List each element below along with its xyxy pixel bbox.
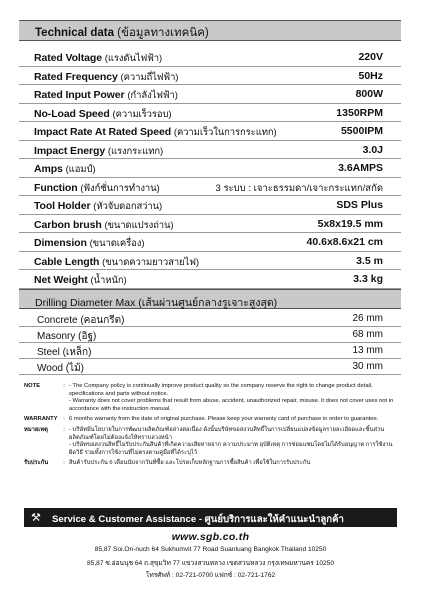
spec-label xyxy=(34,181,160,196)
drill-row xyxy=(19,359,401,375)
spec-label-en: Rated Frequency xyxy=(34,70,118,83)
note-colon: : xyxy=(63,426,65,433)
drilling-diameter-title-th: (เส้นผ่านศูนย์กลางรูเจาะสูงสุด) xyxy=(138,297,278,309)
spec-label-en: Rated Input Power xyxy=(34,89,125,101)
spec-label xyxy=(34,125,277,140)
address-th: 85,87 ซ.อ่อนนุช 64 ถ.สุขุมวิท 77 แขวงสวนหลวง เขตสวนหลวง กรุงเทพมหานคร 10250 xyxy=(87,560,334,567)
note-text: - บริษัทมีนโยบายในการพัฒนาผลิตภัณฑ์อย่างต่อเนื่อง ดังนั้นบริษัทขอสงวนสิทธิ์ในการเปลี่ยนแปลงข้อมูลรายละเอียดและชิ้นส่วนผลิตภัณฑ์โดยไม่ต้องแจ้งให้ทราบล่วงหน้า - บริษัทขอสงวนสิทธิ์ไม่รับประกันสินค้าที่เกิดความเสียหายจาก ความประมาท อุบัติเหตุ การซ่อมแซมโดยไม่ได้รับอนุญาต การใช้งานผิดวิธี รวมทั้งการใช้งานที่ไม่ตรงตามคู่มือที่ได้ระบุไว้ xyxy=(69,426,393,456)
spec-label-th: (หัวจับดอกสว่าน) xyxy=(93,201,163,212)
spec-label-en: Impact Energy xyxy=(34,144,106,157)
spec-label-en: Impact Rate At Rated Speed xyxy=(34,126,172,138)
spec-row xyxy=(19,159,401,178)
note-colon: : xyxy=(63,460,65,467)
drill-material: Masonry (อิฐ) xyxy=(37,331,97,342)
technical-data-title-th: (ข้อมูลทางเทคนิค) xyxy=(117,27,209,39)
spec-row xyxy=(19,48,401,67)
drill-material: Wood (ไม้) xyxy=(37,363,85,374)
note-item xyxy=(24,416,398,424)
technical-data-header xyxy=(19,20,401,41)
spec-label-th: (แรงดันไฟฟ้า) xyxy=(104,53,163,64)
spec-label-en: Amps xyxy=(34,163,63,175)
spec-label-th: (ขนาดความยาวสายไฟ) xyxy=(102,256,199,268)
drilling-table xyxy=(19,311,401,375)
note-item xyxy=(24,427,398,457)
spec-label-th: (ฟังก์ชั่นการทำงาน) xyxy=(80,182,160,194)
spec-label xyxy=(34,236,144,251)
spec-label-en: Net Weight xyxy=(34,274,88,286)
note-item xyxy=(24,383,398,413)
spec-label-en: Function xyxy=(34,181,78,194)
drill-row xyxy=(19,311,401,327)
spec-label-th: (ความถี่ไฟฟ้า) xyxy=(120,71,179,83)
drill-diameter: 13 mm xyxy=(352,345,383,356)
spec-label-th: (ขนาดเครื่อง) xyxy=(89,238,145,249)
spec-label xyxy=(34,144,163,159)
spec-value: 3.0J xyxy=(362,143,383,156)
note-key: หมายเหตุ xyxy=(24,426,48,433)
spec-row xyxy=(19,67,401,86)
drilling-diameter-title xyxy=(35,294,277,311)
drill-material: Concrete (คอนกรีต) xyxy=(37,315,125,326)
service-text: Service & Customer Assistance - ศูนย์บริการและให้คำแนะนำลูกค้า xyxy=(52,514,344,525)
spec-label-th: (น้ำหนัก) xyxy=(90,275,127,286)
note-colon: : xyxy=(63,383,65,389)
technical-data-title-en: Technical data xyxy=(35,27,115,39)
spec-label-en: Dimension xyxy=(34,237,87,249)
spec-label-en: Carbon brush xyxy=(34,218,102,231)
spec-label-th: (แรงกระแทก) xyxy=(107,145,164,157)
spec-row xyxy=(19,178,401,197)
spec-label-th: (กำลังไฟฟ้า) xyxy=(127,90,178,101)
note-text: สินค้ารับประกัน 6 เดือนนับจากวันที่ซื้อ และโปรดเก็บหลักฐานการซื้อสินค้า เพื่อใช้ในการรับประกัน xyxy=(69,460,311,467)
contact-phone: โทรศัพท์ : 02-721-0700 แฟกซ์ : 02-721-1762 xyxy=(145,572,276,579)
notes-section xyxy=(24,383,398,471)
drilling-diameter-title-en: Drilling Diameter Max xyxy=(35,297,136,309)
spec-value: 3.3 kg xyxy=(353,273,383,285)
drill-row xyxy=(19,343,401,359)
note-text: 6 months warranty from the date of original purchase. Please keep your warranty card of purchase in order to guarantee. xyxy=(69,416,379,423)
service-banner xyxy=(24,508,397,527)
spec-row xyxy=(19,141,401,160)
spec-value: 5x8x19.5 mm xyxy=(317,217,383,230)
spec-value: 800W xyxy=(355,88,383,100)
note-key: รับประกัน xyxy=(24,460,49,467)
spec-label-en: Rated Voltage xyxy=(34,52,102,64)
spec-row xyxy=(19,122,401,141)
spec-label-th: (ความเร็วในการกระแทก) xyxy=(173,127,277,138)
address-en: 85,87 Soi.On-nuch 64 Sukhumvit 77 Road Suanluang Bangkok Thailand 10250 xyxy=(94,546,327,553)
spec-row xyxy=(19,252,401,271)
drill-diameter: 26 mm xyxy=(352,313,383,324)
spec-row xyxy=(19,233,401,252)
note-item xyxy=(24,460,398,468)
spec-row xyxy=(19,215,401,234)
spec-value: 220V xyxy=(358,51,383,63)
spec-label-th: (ความเร็วรอบ) xyxy=(112,108,172,120)
drill-material: Steel (เหล็ก) xyxy=(37,347,92,358)
drilling-diameter-header xyxy=(19,289,401,309)
spec-label-th: (ขนาดแปรงถ่าน) xyxy=(104,219,174,231)
spec-label xyxy=(34,273,127,288)
tools-icon: ⚒ xyxy=(31,512,41,524)
spec-table xyxy=(19,48,401,289)
spec-value: 3.6AMPS xyxy=(338,162,383,174)
website-link[interactable]: www.sgb.co.th xyxy=(171,531,250,543)
spec-row xyxy=(19,270,401,289)
spec-label-en: Cable Length xyxy=(34,255,100,268)
spec-label-en: Tool Holder xyxy=(34,200,91,212)
spec-value: 50Hz xyxy=(358,69,383,82)
spec-label xyxy=(34,162,95,177)
spec-value: 3 ระบบ : เจาะธรรมดา/เจาะกระแทก/สกัด xyxy=(215,182,383,194)
drill-diameter: 30 mm xyxy=(352,361,383,372)
spec-label xyxy=(34,70,178,85)
spec-value: 40.6x8.6x21 cm xyxy=(306,236,383,248)
note-key: NOTE xyxy=(24,383,41,389)
spec-label-th: (แอมป์) xyxy=(65,164,96,175)
spec-value: SDS Plus xyxy=(336,199,383,211)
note-key: WARRANTY xyxy=(24,416,58,423)
note-colon: : xyxy=(63,416,65,423)
spec-value: 5500IPM xyxy=(340,125,383,137)
technical-data-title xyxy=(35,24,209,42)
spec-row xyxy=(19,196,401,215)
spec-value: 3.5 m xyxy=(356,254,383,267)
spec-label xyxy=(34,51,162,66)
spec-label xyxy=(34,199,162,214)
drill-diameter: 68 mm xyxy=(352,329,383,340)
spec-value: 1350RPM xyxy=(336,106,383,119)
spec-label xyxy=(34,255,199,270)
spec-row xyxy=(19,104,401,123)
spec-row xyxy=(19,85,401,104)
spec-label-en: No-Load Speed xyxy=(34,107,110,120)
spec-label xyxy=(34,218,173,233)
spec-label xyxy=(34,88,178,103)
spec-label xyxy=(34,107,171,122)
drill-row xyxy=(19,327,401,343)
note-text: - The Company policy is continually improve product quality so the company reserve the right to change product detail, specifications and parts without notice. - Warranty does not cover problems that result from abuse, accident, unauthorized repair, misuse. it does not cover uses not in accordance with the instruction manual. xyxy=(69,383,394,412)
